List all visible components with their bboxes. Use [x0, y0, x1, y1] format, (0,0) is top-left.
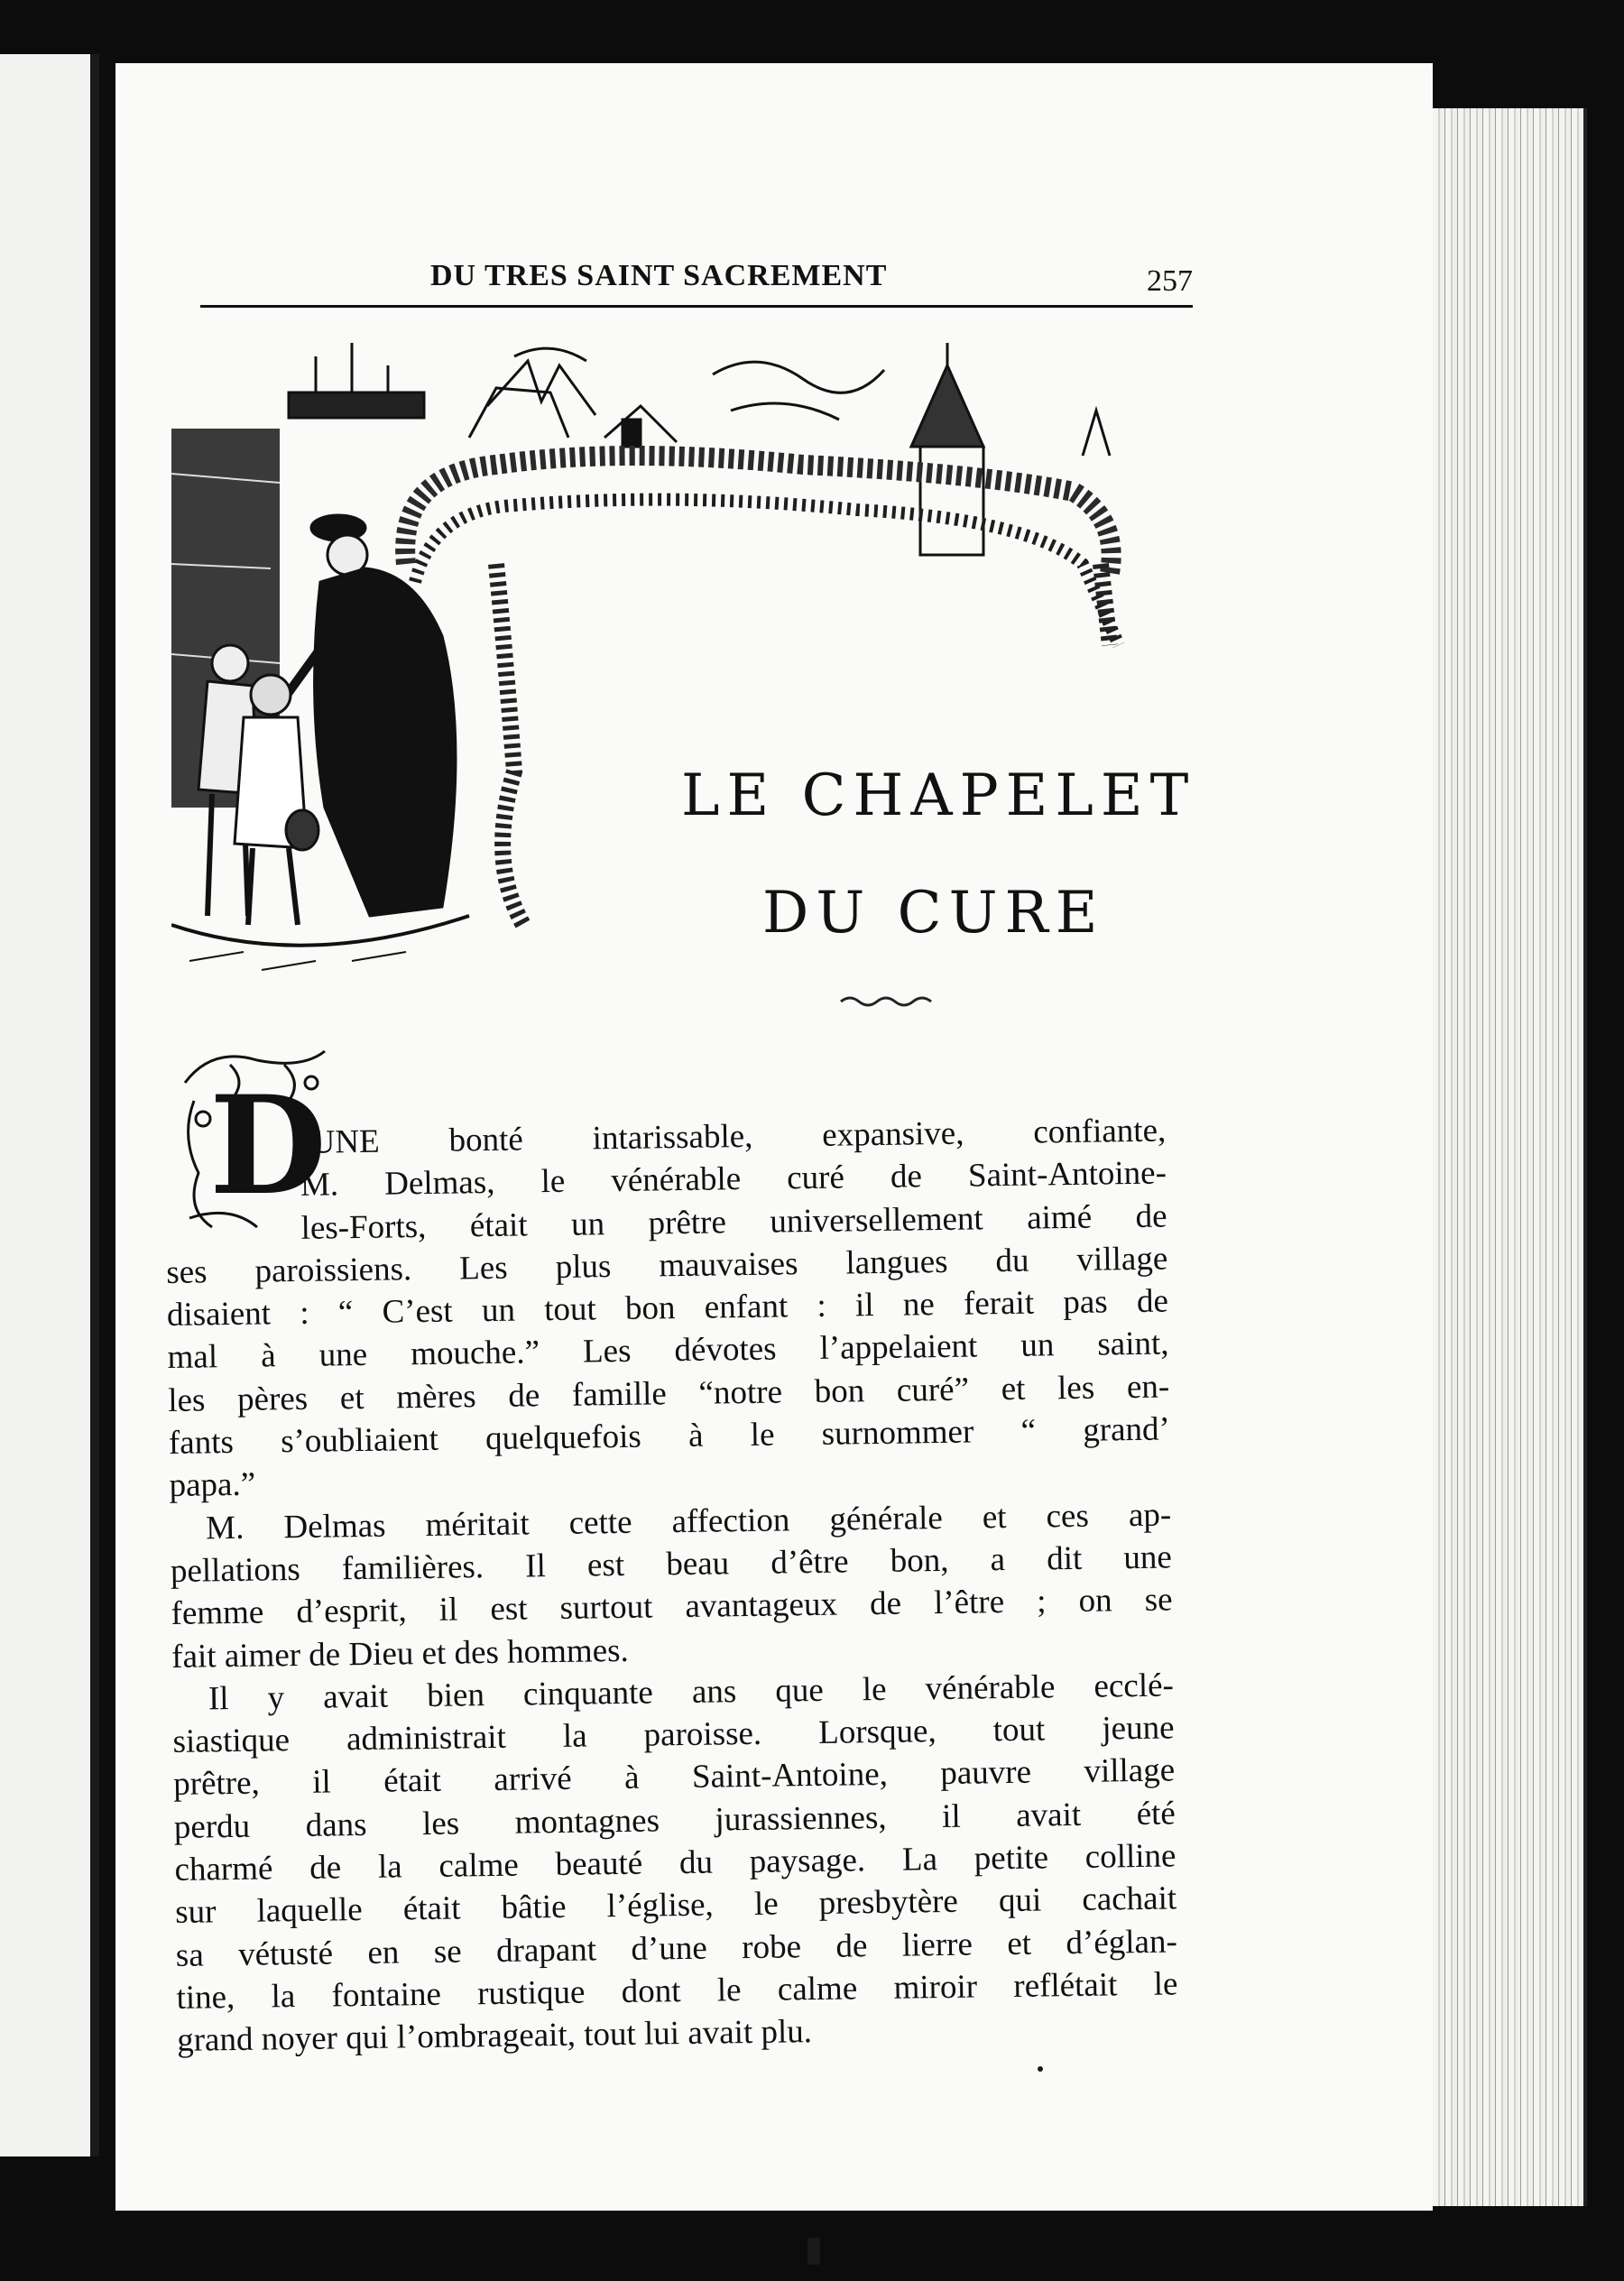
text-line: sur laquelle était bâtie l’église, le presbytère qui cachait	[174, 1879, 1177, 1932]
paper-speck	[1038, 2066, 1043, 2072]
drop-cap-initial: D	[209, 1067, 328, 1225]
text-line: M. Delmas, le vénérable curé de Saint-Antoine-	[300, 1154, 1167, 1205]
text-line: Il y avait bien cinquante ans que le vénérable ecclé-	[208, 1667, 1175, 1718]
chapter-title-line-2: DU CURE	[762, 880, 1105, 947]
text-line: M. Delmas méritait cette affection générale et ces ap-	[205, 1496, 1172, 1547]
text-line: papa.”	[169, 1466, 256, 1505]
text-line: les pères et mères de famille “notre bon curé” et les en-	[168, 1368, 1170, 1419]
page-stack-edges	[1407, 108, 1587, 2206]
page-header	[200, 257, 1193, 311]
title-ornament	[839, 993, 938, 1011]
text-line: ’UNE bonté intarissable, expansive, confiante,	[300, 1112, 1167, 1161]
text-line: les-Forts, était un prêtre universellement aimé de	[300, 1197, 1167, 1247]
text-line: sa vétusté en se drapant d’une robe de lierre et d’églan-	[175, 1923, 1178, 1974]
facing-page-edge	[0, 54, 99, 2156]
text-line: siastique administrait la paroisse. Lorsque, tout jeune	[172, 1709, 1175, 1761]
text-line: grand noyer qui l’ombrageait, tout lui avait plu.	[176, 2013, 813, 2060]
text-line: ses paroissiens. Les plus mauvaises langues du village	[166, 1240, 1168, 1291]
text-line: femme d’esprit, il est surtout avantageux de l’être ; on se	[171, 1581, 1173, 1633]
binding-thread	[807, 2238, 820, 2265]
page-number: 257	[1147, 264, 1193, 298]
text-line: tine, la fontaine rustique dont le calme miroir reflétait le	[176, 1965, 1178, 2017]
header-rule	[200, 305, 1193, 308]
chapter-title-line-1: LE CHAPELET	[681, 762, 1196, 829]
text-line: mal à une mouche.” Les dévotes l’appelaient un saint,	[167, 1325, 1169, 1377]
running-head: DU TRES SAINT SACREMENT	[430, 259, 888, 292]
body-text	[164, 1110, 1178, 2063]
text-line: prêtre, il était arrivé à Saint-Antoine, pauvre village	[172, 1751, 1176, 1804]
text-line: perdu dans les montagnes jurassiennes, il avait été	[173, 1795, 1176, 1846]
text-line: charmé de la calme beauté du paysage. La petite colline	[174, 1837, 1176, 1889]
text-line: fants s’oubliaient quelquefois à le surnommer “ grand’	[168, 1410, 1171, 1463]
text-line: disaient : “ C’est un tout bon enfant : il ne ferait pas de	[166, 1282, 1169, 1334]
text-line: fait aimer de Dieu et des hommes.	[171, 1631, 630, 1676]
text-line: pellations familières. Il est beau d’être bon, a dit une	[170, 1538, 1173, 1590]
